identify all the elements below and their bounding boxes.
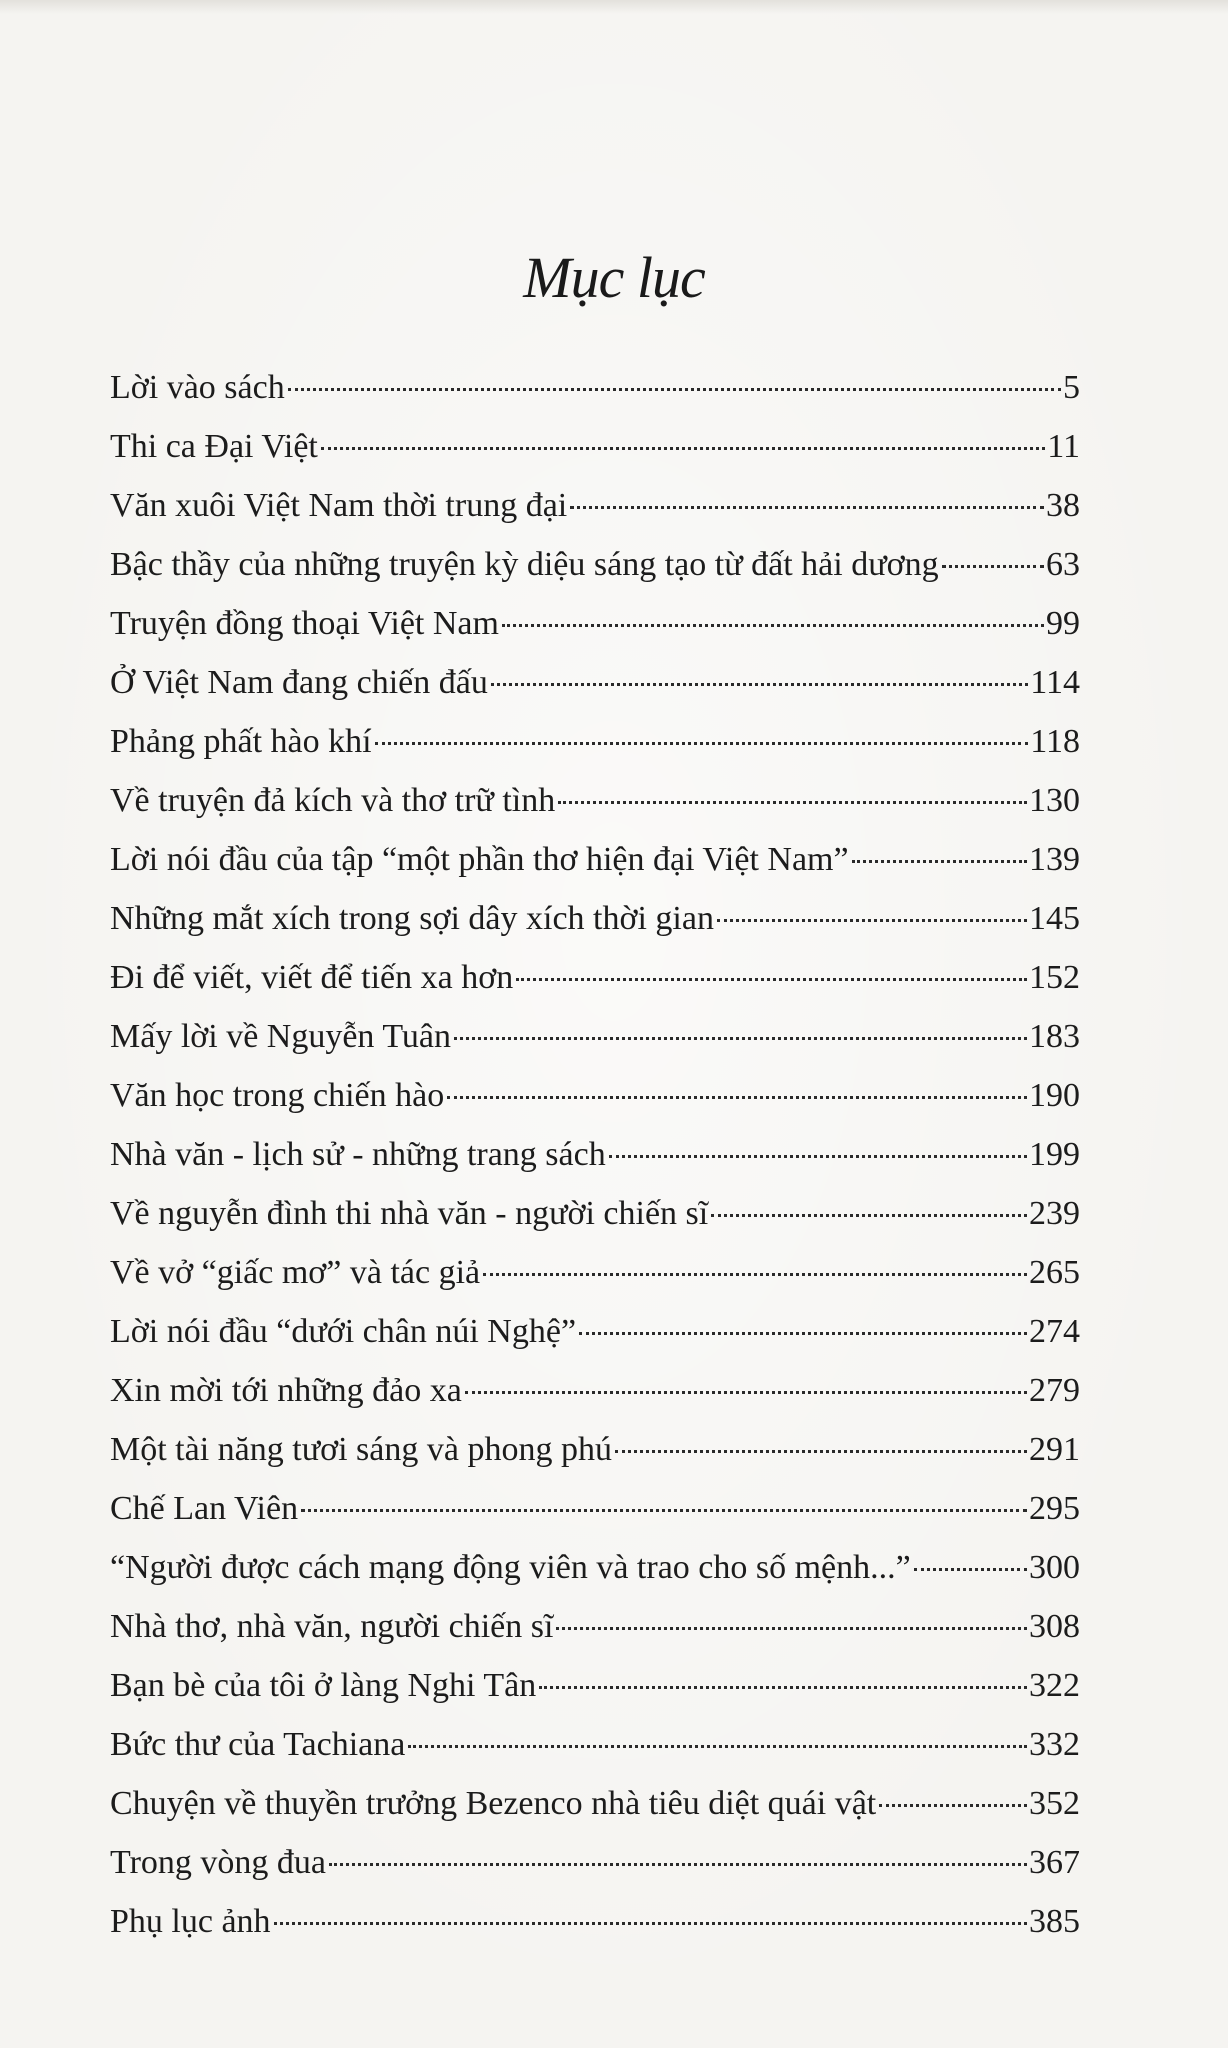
toc-entry: [110, 771, 1080, 830]
dot-leader: [483, 1273, 1027, 1276]
dot-leader: [274, 1922, 1027, 1925]
dot-leader: [609, 1155, 1027, 1158]
toc-entry-title: Xin mời tới những đảo xa: [110, 1372, 462, 1409]
toc-entry: [110, 1656, 1080, 1715]
toc-entry-title: Trong vòng đua: [110, 1844, 326, 1881]
toc-entry: [110, 1715, 1080, 1774]
toc-entry: [110, 1774, 1080, 1833]
toc-entry: [110, 1184, 1080, 1243]
dot-leader: [558, 801, 1027, 804]
dot-leader: [852, 860, 1027, 863]
toc-entry-page-number: 199: [1029, 1136, 1080, 1173]
toc-entry-title: Truyện đồng thoại Việt Nam: [110, 605, 499, 642]
dot-leader: [491, 683, 1028, 686]
toc-entry-page-number: 99: [1046, 605, 1080, 642]
toc-entry: [110, 1302, 1080, 1361]
toc-entry-title: Lời nói đầu của tập “một phần thơ hiện đại Việt Nam”: [110, 841, 849, 878]
toc-entry-page-number: 145: [1029, 900, 1080, 937]
toc-entry-title: Nhà văn - lịch sử - những trang sách: [110, 1136, 606, 1173]
toc-entry-page-number: 332: [1029, 1726, 1080, 1763]
toc-entry-page-number: 190: [1029, 1077, 1080, 1114]
toc-entry-title: Một tài năng tươi sáng và phong phú: [110, 1431, 612, 1468]
toc-entry-page-number: 239: [1029, 1195, 1080, 1232]
toc-entry: [110, 1007, 1080, 1066]
toc-entry: [110, 1066, 1080, 1125]
dot-leader: [942, 565, 1044, 568]
dot-leader: [301, 1509, 1027, 1512]
toc-entry: [110, 476, 1080, 535]
toc-entry: [110, 1479, 1080, 1538]
toc-entry-page-number: 5: [1063, 369, 1080, 406]
dot-leader: [914, 1568, 1027, 1571]
toc-entry: [110, 830, 1080, 889]
dot-leader: [579, 1332, 1027, 1335]
toc-entry-page-number: 300: [1029, 1549, 1080, 1586]
toc-entry: [110, 1125, 1080, 1184]
toc-entry-page-number: 118: [1030, 723, 1080, 760]
toc-entry-title: Về vở “giấc mơ” và tác giả: [110, 1254, 481, 1291]
page-edge-shadow: [0, 0, 1228, 14]
dot-leader: [321, 447, 1045, 450]
toc-entry-title: Văn xuôi Việt Nam thời trung đại: [110, 487, 568, 524]
dot-leader: [556, 1627, 1027, 1630]
toc-entry: [110, 1892, 1080, 1951]
toc-entry-page-number: 63: [1046, 546, 1080, 583]
toc-entry: [110, 948, 1080, 1007]
toc-entry-title: Ở Việt Nam đang chiến đấu: [110, 664, 488, 701]
toc-entry: [110, 594, 1080, 653]
toc-entry: [110, 1420, 1080, 1479]
toc-entry-page-number: 385: [1029, 1903, 1080, 1940]
toc-entry: [110, 1833, 1080, 1892]
toc-entry-page-number: 352: [1029, 1785, 1080, 1822]
toc-entry-title: Phụ lục ảnh: [110, 1903, 271, 1940]
dot-leader: [539, 1686, 1027, 1689]
toc-entry-title: Những mắt xích trong sợi dây xích thời gian: [110, 900, 714, 937]
toc-entry-page-number: 139: [1029, 841, 1080, 878]
dot-leader: [408, 1745, 1027, 1748]
toc-entry-page-number: 291: [1029, 1431, 1080, 1468]
toc-entry-title: Lời vào sách: [110, 369, 285, 406]
toc-entry-page-number: 11: [1047, 428, 1080, 465]
toc-entry-page-number: 295: [1029, 1490, 1080, 1527]
toc-entry: [110, 417, 1080, 476]
toc-entry: [110, 1597, 1080, 1656]
toc-entry-page-number: 114: [1030, 664, 1080, 701]
toc-entry-title: Về nguyễn đình thi nhà văn - người chiến sĩ: [110, 1195, 709, 1232]
toc-entry-title: Thi ca Đại Việt: [110, 428, 318, 465]
toc-entry-title: Đi để viết, viết để tiến xa hơn: [110, 959, 514, 996]
dot-leader: [288, 388, 1061, 391]
toc-entry: [110, 653, 1080, 712]
toc-entry-title: Chế Lan Viên: [110, 1490, 299, 1527]
toc-entry-page-number: 130: [1029, 782, 1080, 819]
dot-leader: [879, 1804, 1027, 1807]
dot-leader: [711, 1214, 1027, 1217]
dot-leader: [329, 1863, 1027, 1866]
toc-entry: [110, 889, 1080, 948]
dot-leader: [615, 1450, 1027, 1453]
toc-entry: [110, 358, 1080, 417]
toc-entry: [110, 1538, 1080, 1597]
toc-entry-title: Nhà thơ, nhà văn, người chiến sĩ: [110, 1608, 554, 1645]
toc-entry-title: Về truyện đả kích và thơ trữ tình: [110, 782, 556, 819]
toc-entry-page-number: 322: [1029, 1667, 1080, 1704]
toc-entry-title: Bạn bè của tôi ở làng Nghi Tân: [110, 1667, 537, 1704]
toc-entry-title: Chuyện về thuyền trưởng Bezenco nhà tiêu diệt quái vật: [110, 1785, 877, 1822]
toc-entry-page-number: 265: [1029, 1254, 1080, 1291]
toc-entry: [110, 712, 1080, 771]
table-of-contents: [110, 358, 1080, 1951]
toc-entry-title: Bức thư của Tachiana: [110, 1726, 406, 1763]
dot-leader: [465, 1391, 1027, 1394]
toc-entry-title: “Người được cách mạng động viên và trao cho số mệnh...”: [110, 1549, 911, 1586]
toc-entry-title: Phảng phất hào khí: [110, 723, 372, 760]
dot-leader: [502, 624, 1044, 627]
dot-leader: [516, 978, 1027, 981]
dot-leader: [570, 506, 1044, 509]
toc-entry: [110, 535, 1080, 594]
toc-entry-page-number: 183: [1029, 1018, 1080, 1055]
toc-entry-page-number: 274: [1029, 1313, 1080, 1350]
toc-entry-page-number: 308: [1029, 1608, 1080, 1645]
toc-entry-page-number: 38: [1046, 487, 1080, 524]
toc-entry-title: Lời nói đầu “dưới chân núi Nghệ”: [110, 1313, 577, 1350]
toc-entry-title: Mấy lời về Nguyễn Tuân: [110, 1018, 451, 1055]
toc-entry: [110, 1361, 1080, 1420]
dot-leader: [717, 919, 1027, 922]
toc-entry-page-number: 152: [1029, 959, 1080, 996]
dot-leader: [447, 1096, 1027, 1099]
toc-entry-title: Văn học trong chiến hào: [110, 1077, 445, 1114]
toc-entry-page-number: 367: [1029, 1844, 1080, 1881]
dot-leader: [375, 742, 1029, 745]
toc-entry-title: Bậc thầy của những truyện kỳ diệu sáng tạo từ đất hải dương: [110, 546, 939, 583]
toc-entry: [110, 1243, 1080, 1302]
page-title: Mục lục: [523, 245, 705, 310]
dot-leader: [454, 1037, 1027, 1040]
toc-entry-page-number: 279: [1029, 1372, 1080, 1409]
